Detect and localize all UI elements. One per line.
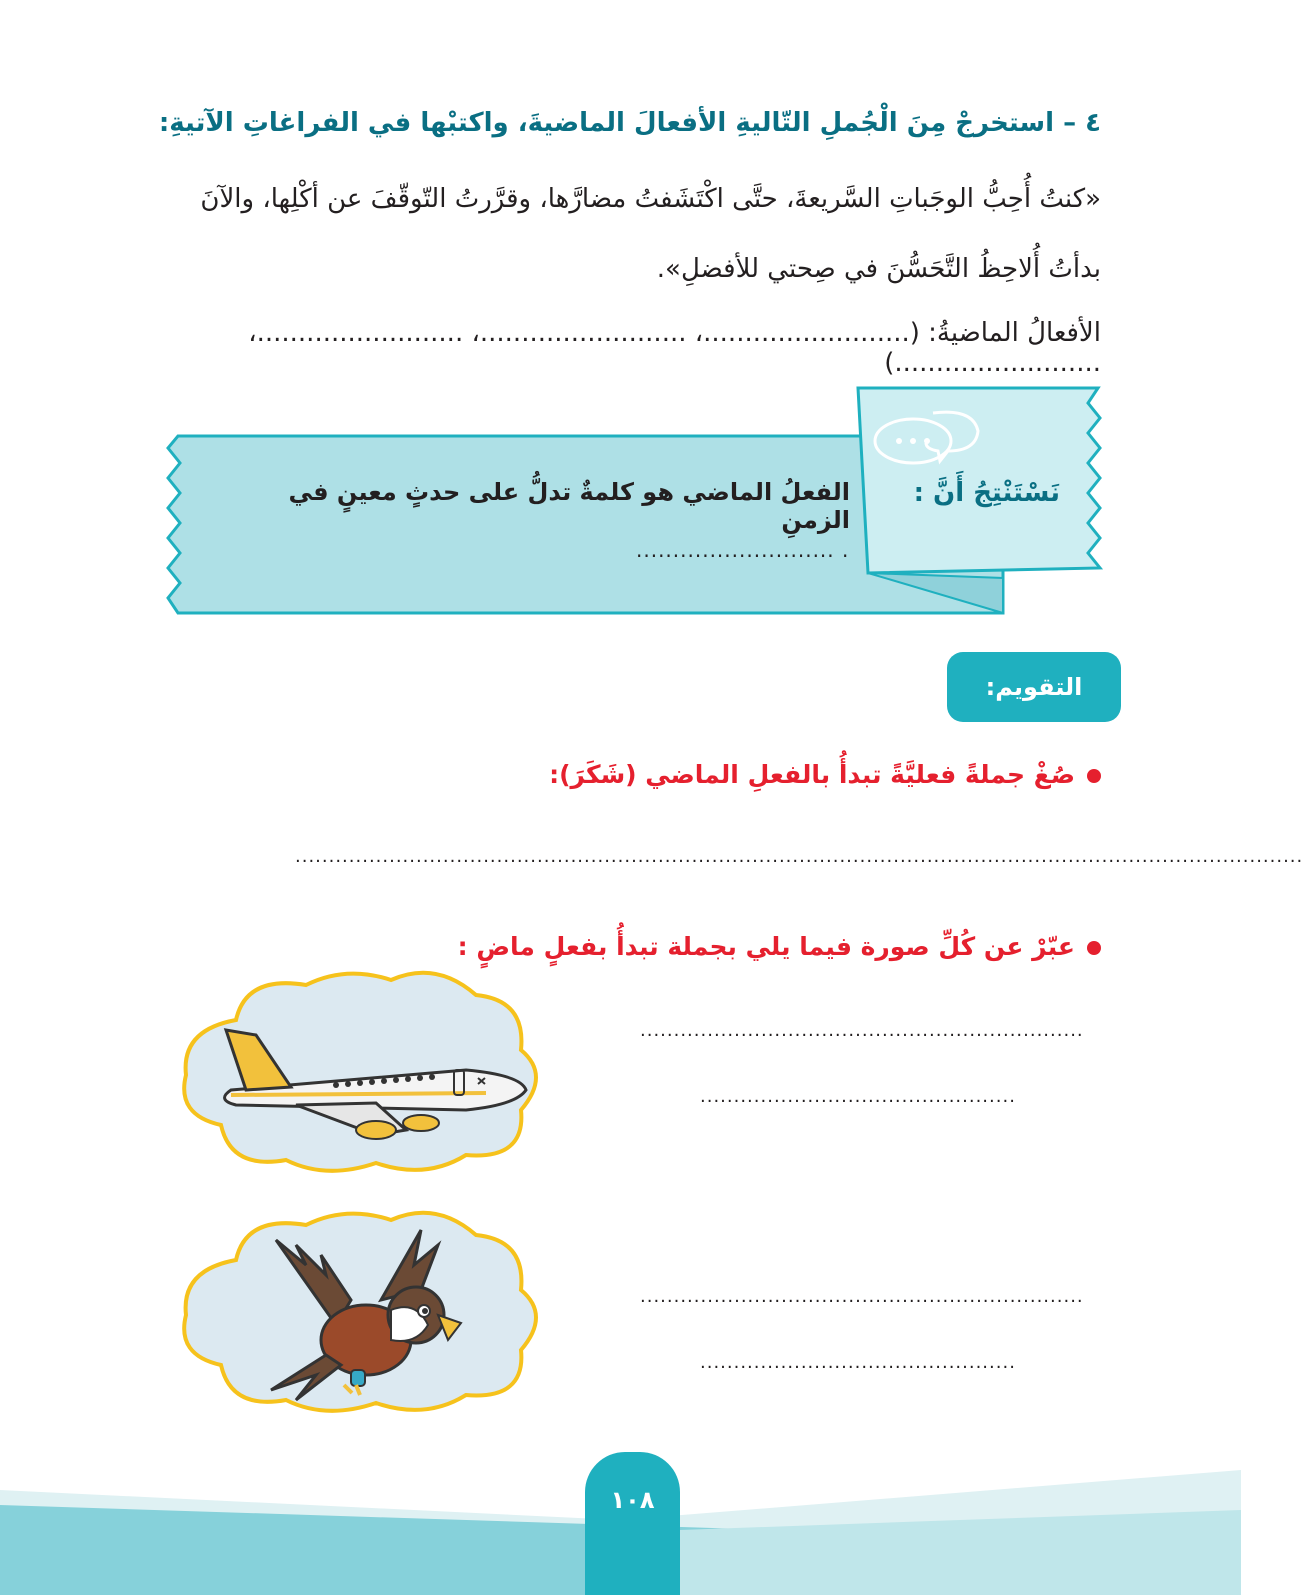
page-number: ١٠٨ xyxy=(585,1452,680,1595)
bird-answer-line-2[interactable]: ............................................... xyxy=(700,1352,1016,1373)
exercise-heading xyxy=(121,108,1101,138)
airplane-answer-line-1[interactable]: .................................................................. xyxy=(640,1020,1084,1041)
evaluation-item-2 xyxy=(201,932,1101,961)
conclusion-text: الفعلُ الماضي هو كلمةٌ تدلُّ على حدثٍ معينٍ في الزمنِ xyxy=(288,478,850,534)
passage-line-2: بدأتُ أُلاحِظُ التَّحَسُّنَ في صِحتي للأفضلِ». xyxy=(656,254,1101,284)
answer-line-1[interactable]: ...................................................................................................................................................... xyxy=(295,846,1303,867)
past-verbs-answer-line[interactable]: الأفعالُ الماضيةُ: (.........................، .........................، .........................، .........................) xyxy=(248,318,1101,378)
exercise-number: ٤ – xyxy=(1063,108,1101,138)
bullet-icon xyxy=(1087,941,1101,955)
evaluation-title: التقويم: xyxy=(947,652,1121,722)
passage-line-1: «كنتُ أُحِبُّ الوجَباتِ السَّريعةَ، حتَّى اكْتَشَفتُ مضارَّها، وقرَّرتُ التّوقّفَ عن أكْلِها، والآنَ xyxy=(200,184,1101,214)
bird-picture xyxy=(176,1205,548,1420)
evaluation-item-1-text: صُغْ جملةً فعليَّةً تبدأُ بالفعلِ الماضي (شَكَرَ): xyxy=(549,760,1075,789)
evaluation-item-1 xyxy=(201,760,1101,789)
airplane-answer-line-2[interactable]: ............................................... xyxy=(700,1086,1016,1107)
conclusion-answer-blank[interactable]: ........................... . xyxy=(636,538,850,562)
evaluation-item-2-text: عبّرْ عن كُلِّ صورة فيما يلي بجملة تبدأُ بفعلٍ ماضٍ : xyxy=(457,932,1075,961)
bullet-icon xyxy=(1087,769,1101,783)
conclusion-label-text: نَسْتَنْتِجُ أَنَّ : xyxy=(913,478,1060,508)
exercise-instruction: استخرجْ مِنَ الْجُملِ التّاليةِ الأفعالَ الماضيةَ، واكتبْها في الفراغاتِ الآتيةِ: xyxy=(158,108,1054,138)
airplane-picture xyxy=(176,965,548,1180)
bird-answer-line-1[interactable]: .................................................................. xyxy=(640,1286,1084,1307)
conclusion-label xyxy=(890,478,1060,508)
